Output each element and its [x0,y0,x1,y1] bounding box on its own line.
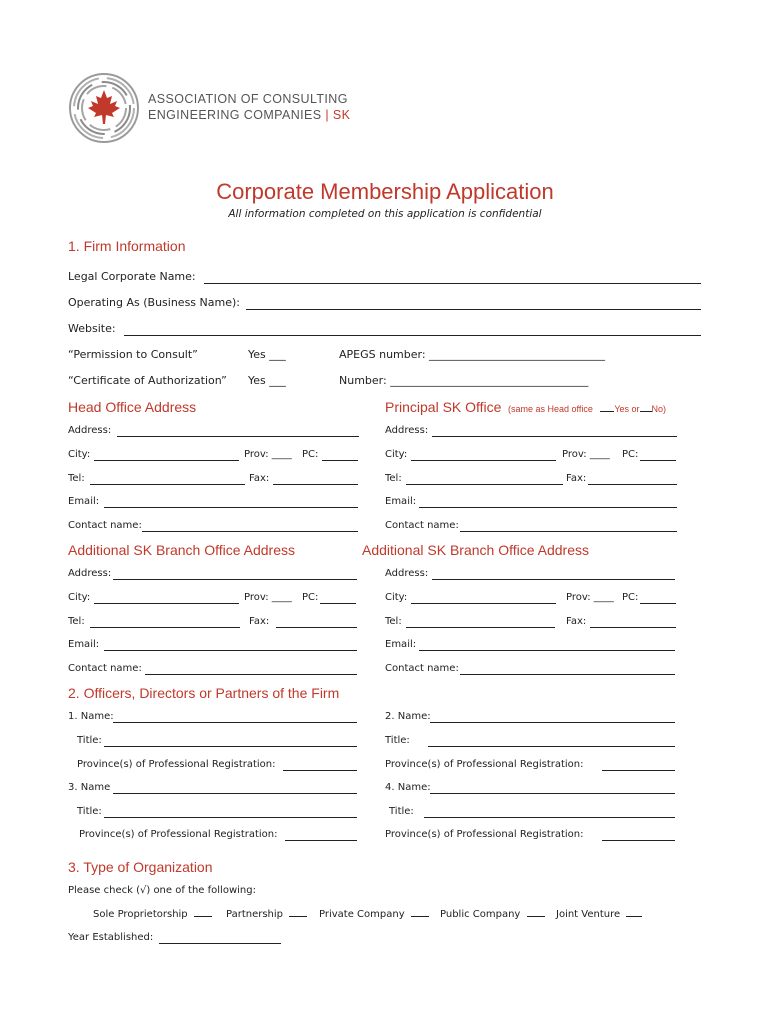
head-email-label: Email: [68,496,100,507]
officer-2-title-label: Title: [385,735,410,746]
branch-right-fax-label: Fax: [566,616,587,627]
officer-1-province-label: Province(s) of Professional Registration: [77,759,276,770]
branch-right-tel-label: Tel: [385,616,402,627]
principal-office-heading-row [385,399,666,415]
principal-contact-field[interactable] [460,531,677,532]
head-pc-label: PC: [302,449,319,460]
principal-tel-field[interactable] [406,484,563,485]
option-private-company-label: Private Company [319,909,405,920]
officer-4-title-label: Title: [389,806,414,817]
permission-label: “Permission to Consult” [68,348,198,361]
branch-right-pc-field[interactable] [640,603,676,604]
head-city-field[interactable] [94,460,239,461]
option-public-company-blank[interactable] [527,916,545,917]
page-title: Corporate Membership Application [216,179,554,204]
maple-leaf-icon [64,68,144,148]
website-field[interactable] [124,335,701,336]
branch-left-email-field[interactable] [104,650,357,651]
head-city-label: City: [68,449,91,460]
logo-suffix: SK [332,108,351,122]
option-sole-proprietorship-label: Sole Proprietorship [93,909,188,920]
officer-3-name-field[interactable] [113,793,357,794]
head-tel-label: Tel: [68,473,85,484]
logo [64,68,364,148]
head-fax-field[interactable] [273,484,358,485]
branch-right-city-label: City: [385,592,408,603]
branch-left-tel-field[interactable] [90,627,240,628]
officer-2-name-field[interactable] [430,722,675,723]
head-prov-label[interactable]: Prov: ____ [244,449,292,460]
certificate-number[interactable]: Number: ____________________________________ [339,374,589,387]
officer-3-title-field[interactable] [104,817,357,818]
principal-yes-or: Yes or [614,404,640,414]
head-address-label: Address: [68,425,112,436]
branch-left-contact-label: Contact name: [68,663,142,674]
logo-line-1: ASSOCIATION OF CONSULTING [148,92,348,106]
section-2-heading: 2. Officers, Directors or Partners of the Firm [68,685,340,701]
officer-4-title-field[interactable] [424,817,675,818]
branch-left-pc-field[interactable] [320,603,356,604]
principal-fax-field[interactable] [588,484,677,485]
branch-right-email-label: Email: [385,639,417,650]
option-public-company[interactable] [440,909,545,920]
principal-no-blank[interactable] [640,411,652,412]
branch-right-address-field[interactable] [432,579,675,580]
principal-address-field[interactable] [432,436,677,437]
head-office-heading: Head Office Address [68,399,197,415]
officer-4-province-field[interactable] [602,840,675,841]
officer-2-province-field[interactable] [602,770,675,771]
option-sole-proprietorship-blank[interactable] [194,916,212,917]
branch-left-heading: Additional SK Branch Office Address [68,542,295,558]
principal-tel-label: Tel: [385,473,402,484]
principal-city-label: City: [385,449,408,460]
branch-right-pc-label: PC: [622,592,639,603]
year-established-label: Year Established: [68,932,154,943]
head-pc-field[interactable] [322,460,358,461]
branch-right-fax-field[interactable] [590,627,676,628]
option-partnership-blank[interactable] [289,916,307,917]
principal-email-label: Email: [385,496,417,507]
officer-1-title-label: Title: [77,735,102,746]
officer-4-name-label: 4. Name: [385,782,431,793]
legal-name-label: Legal Corporate Name: [68,270,196,283]
principal-pc-field[interactable] [640,460,676,461]
officer-1-province-field[interactable] [283,770,357,771]
branch-left-prov-label[interactable]: Prov: ____ [244,592,292,603]
officer-1-name-label: 1. Name: [68,711,114,722]
principal-office-heading: Principal SK Office [385,399,502,415]
officer-1-title-field[interactable] [104,746,357,747]
branch-left-city-label: City: [68,592,91,603]
principal-prov-label[interactable]: Prov: ____ [562,449,610,460]
option-joint-venture[interactable] [556,909,642,920]
head-address-field[interactable] [117,436,359,437]
branch-left-address-label: Address: [68,568,112,579]
officer-3-province-label: Province(s) of Professional Registration: [79,829,278,840]
branch-left-tel-label: Tel: [68,616,85,627]
principal-office-note: (same as Head office [507,404,593,414]
principal-pc-label: PC: [622,449,639,460]
operating-as-field[interactable] [246,309,701,310]
officer-3-name-label: 3. Name [68,782,111,793]
principal-yes-blank[interactable] [600,411,614,412]
branch-left-fax-label: Fax: [249,616,270,627]
certificate-label: “Certificate of Authorization” [68,374,227,387]
officer-3-title-label: Title: [77,806,102,817]
logo-divider: | [325,108,330,122]
page-subtitle: All information completed on this application is confidential [228,208,542,220]
type-instruction: Please check (√) one of the following: [68,885,256,896]
branch-left-contact-field[interactable] [145,674,357,675]
officer-2-title-field[interactable] [428,746,675,747]
branch-right-contact-label: Contact name: [385,663,459,674]
branch-left-city-field[interactable] [94,603,239,604]
option-partnership[interactable] [226,909,307,920]
logo-line-2-text: ENGINEERING COMPANIES [148,108,322,122]
head-contact-field[interactable] [142,531,358,532]
operating-as-label: Operating As (Business Name): [68,296,240,309]
branch-right-prov-label[interactable]: Prov: ____ [566,592,614,603]
branch-left-fax-field[interactable] [276,627,357,628]
officer-4-province-label: Province(s) of Professional Registration: [385,829,584,840]
branch-right-heading: Additional SK Branch Office Address [362,542,589,558]
apegs-number[interactable]: APEGS number: ________________________________ [339,348,606,361]
officer-2-province-label: Province(s) of Professional Registration: [385,759,584,770]
officer-3-province-field[interactable] [285,840,357,841]
principal-address-label: Address: [385,425,429,436]
permission-yes[interactable]: Yes ___ [248,348,286,361]
head-email-field[interactable] [104,507,358,508]
section-1-heading: 1. Firm Information [68,238,186,254]
option-joint-venture-label: Joint Venture [556,909,621,920]
head-contact-label: Contact name: [68,520,142,531]
principal-fax-label: Fax: [566,473,587,484]
branch-right-address-label: Address: [385,568,429,579]
year-established-field[interactable] [159,943,281,944]
principal-contact-label: Contact name: [385,520,459,531]
option-sole-proprietorship[interactable] [93,909,212,920]
option-private-company[interactable] [319,909,429,920]
branch-right-city-field[interactable] [411,603,556,604]
section-3-heading: 3. Type of Organization [68,859,213,875]
principal-email-field[interactable] [419,507,677,508]
branch-right-email-field[interactable] [419,650,675,651]
legal-name-field[interactable] [204,283,701,284]
branch-left-email-label: Email: [68,639,100,650]
option-private-company-blank[interactable] [411,916,429,917]
website-label: Website: [68,322,116,335]
option-partnership-label: Partnership [226,909,284,920]
certificate-yes[interactable]: Yes ___ [248,374,286,387]
branch-left-pc-label: PC: [302,592,319,603]
principal-city-field[interactable] [411,460,556,461]
branch-right-contact-field[interactable] [460,674,675,675]
logo-line-2 [148,108,350,122]
officer-1-name-field[interactable] [113,722,357,723]
branch-right-tel-field[interactable] [406,627,555,628]
officer-2-name-label: 2. Name: [385,711,431,722]
branch-left-address-field[interactable] [113,579,357,580]
head-tel-field[interactable] [90,484,245,485]
head-fax-label: Fax: [249,473,270,484]
option-public-company-label: Public Company [440,909,521,920]
principal-no: No) [651,404,667,414]
officer-4-name-field[interactable] [430,793,675,794]
option-joint-venture-blank[interactable] [626,916,642,917]
